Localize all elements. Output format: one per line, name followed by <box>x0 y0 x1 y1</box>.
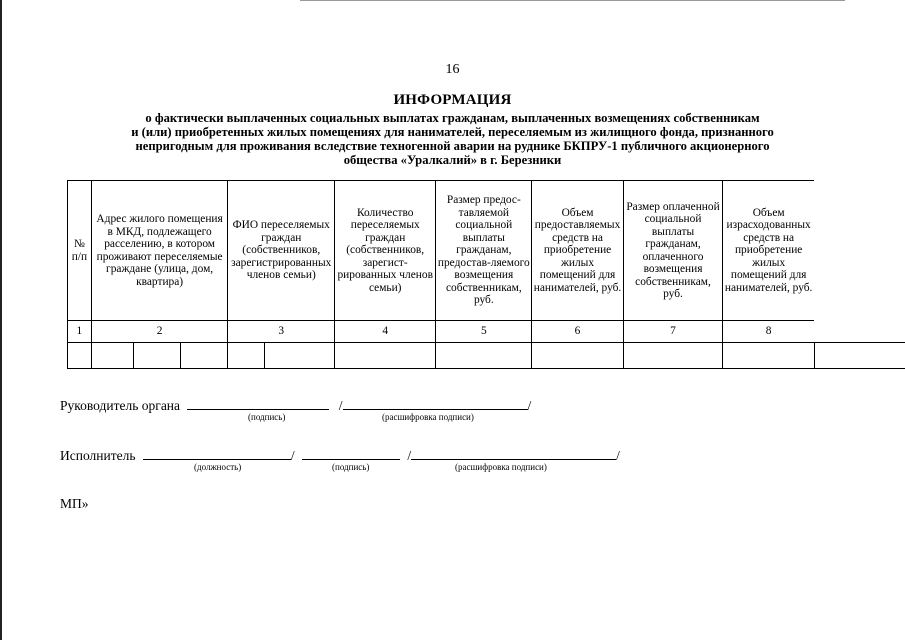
executor-caption-position: (должность) <box>194 462 242 472</box>
slash: / <box>407 448 412 463</box>
slash: / <box>527 398 532 413</box>
executor-position-field <box>143 445 291 460</box>
empty-cell <box>436 343 532 369</box>
empty-cell <box>91 343 133 369</box>
empty-cell <box>814 343 905 369</box>
empty-cell <box>723 343 814 369</box>
head-label: Руководитель органа <box>60 398 181 413</box>
head-sign-field <box>187 395 329 410</box>
column-number-row <box>68 321 905 343</box>
subtitle-line: о фактически выплаченных социальных выплатах гражданам, выплаченных возмещениях собственникам <box>145 111 760 125</box>
slash: / <box>616 448 620 463</box>
header-cell-address: Адрес жилого помещения в МКД, подлежащего расселению, в котором проживают переселяемые граждане (улица, дом, квартира) <box>91 181 228 321</box>
document-title: ИНФОРМАЦИЯ <box>393 92 512 108</box>
empty-cell <box>532 343 624 369</box>
executor-sign-field <box>302 445 400 460</box>
slash: / <box>290 448 295 463</box>
header-cell-fio: ФИО переселяемых граждан (собственников, зарегистрированных членов семьи) <box>228 181 335 321</box>
empty-data-row <box>68 343 905 369</box>
subtitle-line: и (или) приобретенных жилых помещениях для нанимателей, переселяемым из жилищного фонда, признанного <box>131 125 774 139</box>
header-cell-paid-payment: Размер оплаченной социальной выплаты гражданам, оплаченного возмещения собственникам, руб. <box>623 181 722 321</box>
empty-cell <box>68 343 92 369</box>
stamp-label: МП» <box>60 496 89 511</box>
empty-cell <box>265 343 335 369</box>
column-number: 5 <box>436 321 532 343</box>
subtitle-line: общества «Уралкалий» в г. Березники <box>343 153 562 167</box>
column-number: 3 <box>228 321 335 343</box>
header-cell-count: Количество переселяемых граждан (собственников, зарегист-рированных членов семьи) <box>335 181 436 321</box>
empty-cell <box>228 343 265 369</box>
column-number: 6 <box>532 321 624 343</box>
document-subtitle <box>40 111 865 167</box>
executor-decode-field <box>411 445 616 460</box>
column-number: 1 <box>68 321 92 343</box>
subtitle-line: непригодным для проживания вследствие техногенной аварии на руднике БКПРУ-1 публичного акционерного <box>135 139 770 153</box>
empty-cell <box>335 343 436 369</box>
empty-cell <box>181 343 228 369</box>
column-number: 7 <box>623 321 722 343</box>
executor-label: Исполнитель <box>60 448 136 463</box>
header-row <box>68 181 905 321</box>
header-cell-payment-size: Размер предос-тавляемой социальной выплаты гражданам, предостав-ляемого возмещения собственникам, руб. <box>436 181 532 321</box>
header-cell-number: № п/п <box>68 181 92 321</box>
head-caption-sign: (подпись) <box>248 412 286 422</box>
executor-caption-sign: (подпись) <box>332 462 370 472</box>
column-number: 8 <box>723 321 814 343</box>
empty-cell <box>134 343 181 369</box>
scan-top-edge <box>300 0 845 1</box>
head-decode-field <box>343 395 528 410</box>
header-cell-funds-volume: Объем предоставляемых средств на приобретение жилых помещений для нанимателей, руб. <box>532 181 624 321</box>
column-number: 2 <box>91 321 228 343</box>
executor-caption-decode: (расшифровка подписи) <box>455 462 547 472</box>
payments-table <box>67 180 905 369</box>
slash: / <box>338 398 343 413</box>
page-number: 16 <box>445 62 460 77</box>
empty-cell <box>623 343 722 369</box>
header-cell-spent-funds: Объем израсходованных средств на приобретение жилых помещений для нанимателей, руб. <box>723 181 814 321</box>
head-caption-decode: (расшифровка подписи) <box>382 412 474 422</box>
column-number: 4 <box>335 321 436 343</box>
